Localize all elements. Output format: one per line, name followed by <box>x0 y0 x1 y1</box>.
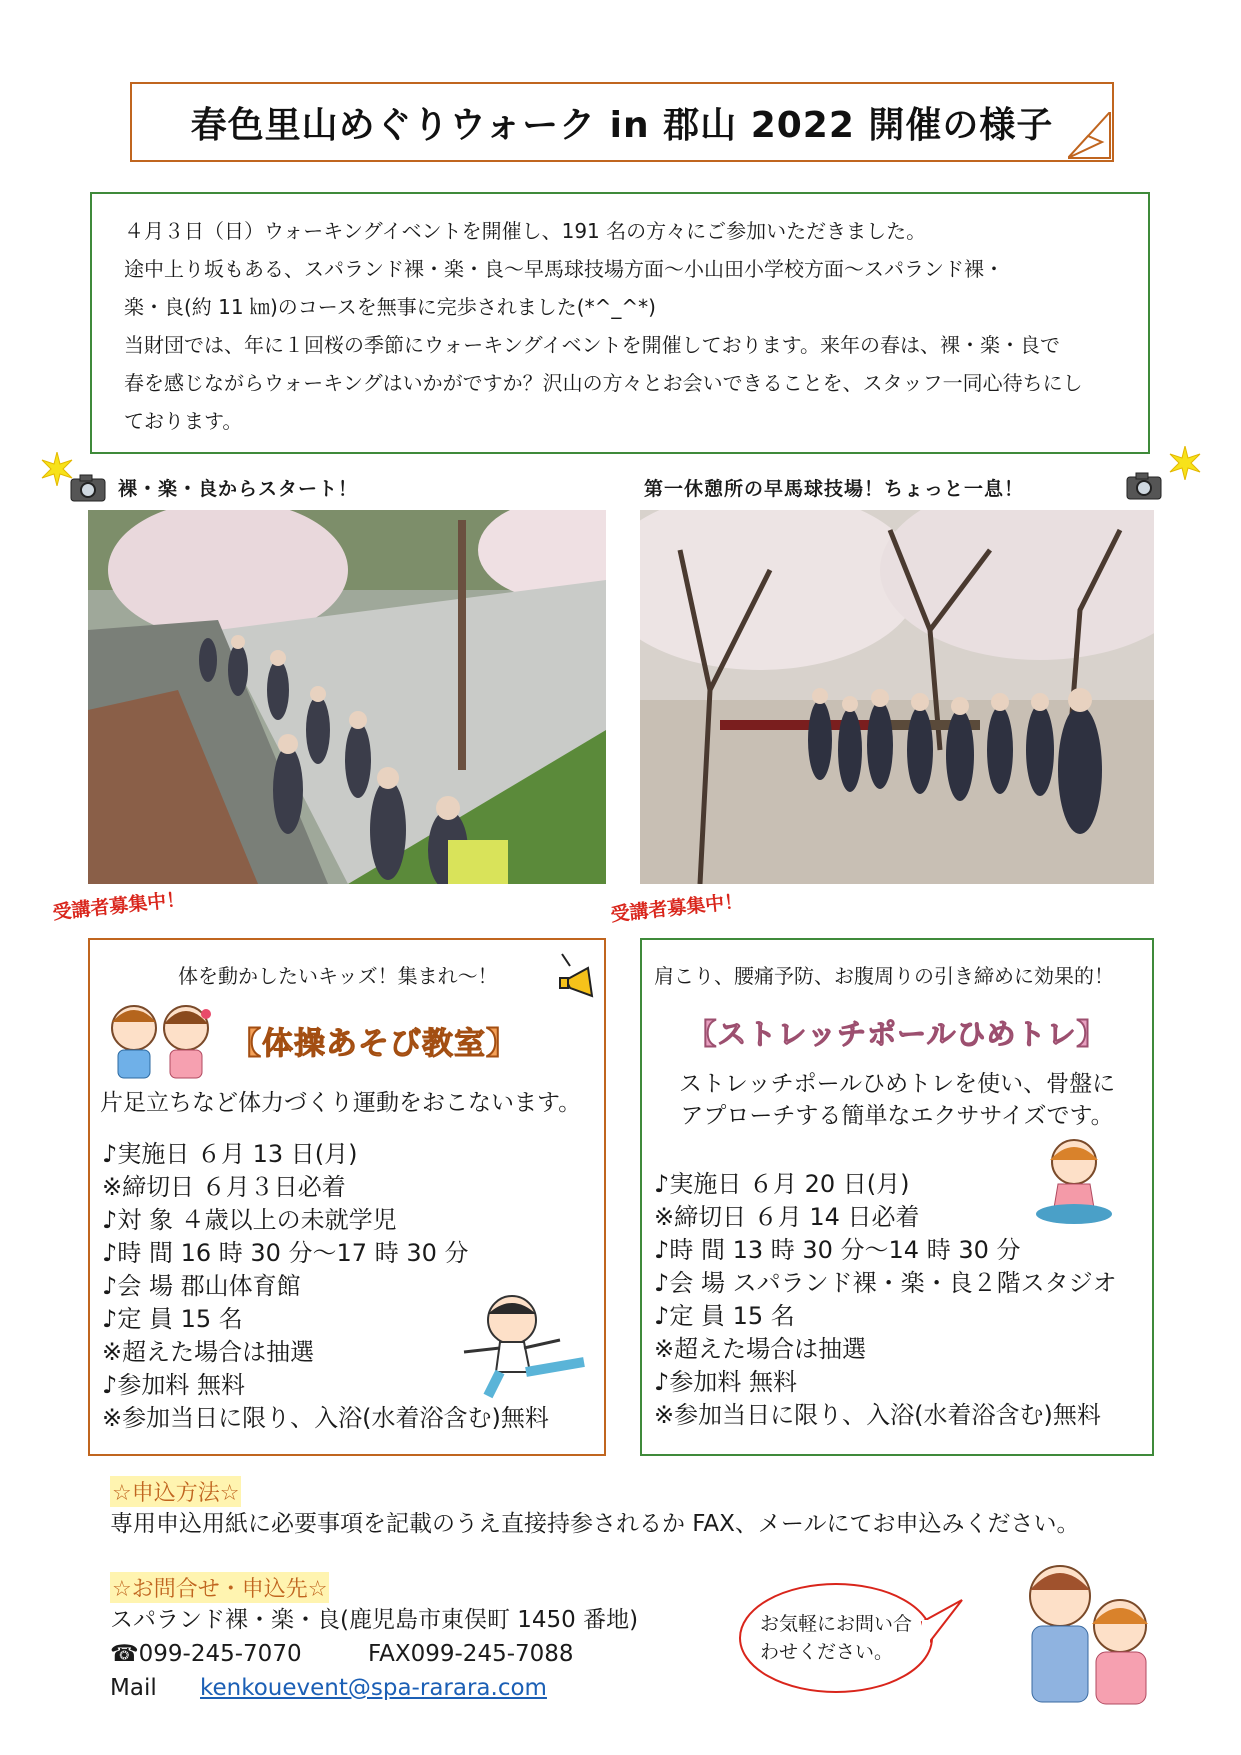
photo-caption-right: 第一休憩所の早馬球技場！ちょっと一息！ <box>644 478 1025 500</box>
class-description <box>642 1068 1152 1132</box>
detail-line: ♪定 員 15 名 <box>102 1305 243 1333</box>
page-fold-decoration <box>1068 112 1112 160</box>
detail-line: ♪実施日 ６月 13 日(月) <box>102 1140 358 1168</box>
contact-tel: ☎099-245-7070 <box>110 1641 302 1667</box>
detail-line: ♪参加料 無料 <box>102 1371 245 1399</box>
intro-line: 途中上り坂もある、スパランド裸・楽・良～早馬球技場方面～小山田小学校方面～スパランド裸・ <box>124 257 1004 281</box>
sparkle-icon <box>1168 446 1202 480</box>
intro-line: 当財団では、年に１回桜の季節にウォーキングイベントを開催しております。来年の春は、裸・楽・良で <box>124 333 1060 357</box>
staff-illustration <box>1008 1556 1158 1706</box>
apply-heading: ☆申込方法☆ <box>110 1476 241 1507</box>
contact-address: スパランド裸・楽・良(鹿児島市東俣町 1450 番地) <box>110 1607 639 1633</box>
detail-line: ♪時 間 13 時 30 分～14 時 30 分 <box>654 1236 1021 1264</box>
page-title: 春色里山めぐりウォーク in 郡山 2022 開催の様子 <box>190 104 1054 146</box>
detail-line: ※締切日 ６月３日必着 <box>102 1173 346 1201</box>
recruit-label-right: 受講者募集中！ <box>609 890 745 927</box>
bubble-line: わせください。 <box>760 1641 894 1663</box>
mail-link[interactable] <box>200 1672 547 1705</box>
mail-address[interactable]: kenkouevent@spa-rarara.com <box>200 1675 547 1701</box>
class-details <box>654 1168 1117 1432</box>
class-box-gymnastics <box>88 938 606 1456</box>
class-tagline: 体を動かしたいキッズ！集まれ～！ <box>178 964 498 988</box>
class-title: 【体操あそび教室】 <box>230 1026 518 1062</box>
intro-box <box>90 192 1150 454</box>
detail-line: ♪時 間 16 時 30 分～17 時 30 分 <box>102 1239 469 1267</box>
photo-walk-start <box>88 510 606 884</box>
description-line: ストレッチポールひめトレを使い、骨盤に <box>678 1071 1116 1097</box>
detail-line: ※参加当日に限り、入浴(水着浴含む)無料 <box>102 1404 549 1432</box>
detail-line: ♪対 象 ４歳以上の未就学児 <box>102 1206 397 1234</box>
class-box-stretch <box>640 938 1154 1456</box>
detail-line: ※超えた場合は抽選 <box>102 1338 315 1366</box>
detail-line: ※参加当日に限り、入浴(水着浴含む)無料 <box>654 1401 1101 1429</box>
detail-line: ♪会 場 スパランド裸・楽・良２階スタジオ <box>654 1269 1117 1297</box>
detail-line: ♪定 員 15 名 <box>654 1302 795 1330</box>
intro-line: ４月３日（日）ウォーキングイベントを開催し、191 名の方々にご参加いただきました。 <box>124 219 927 243</box>
detail-line: ♪実施日 ６月 20 日(月) <box>654 1170 910 1198</box>
detail-line: ※超えた場合は抽選 <box>654 1335 867 1363</box>
description-line: アプローチする簡単なエクササイズです。 <box>680 1103 1114 1129</box>
class-title: 【ストレッチポールひめトレ】 <box>687 1017 1107 1051</box>
kids-illustration <box>104 998 220 1080</box>
speech-bubble-text <box>760 1610 912 1666</box>
contact-fax: FAX099-245-7088 <box>368 1641 574 1667</box>
recruit-label-left: 受講者募集中！ <box>51 888 187 925</box>
title-banner <box>130 82 1114 162</box>
detail-line: ※締切日 ６月 14 日必着 <box>654 1203 920 1231</box>
exercising-child-illustration <box>460 1292 590 1402</box>
intro-line: 楽・良(約 11 ㎞)のコースを無事に完歩されました(*^_^*) <box>124 295 656 319</box>
bubble-line: お気軽にお問い合 <box>760 1613 913 1635</box>
sparkle-icon <box>40 452 74 486</box>
camera-icon <box>70 474 106 502</box>
class-tagline: 肩こり、腰痛予防、お腹周りの引き締めに効果的！ <box>654 964 1114 988</box>
photo-caption-left: 裸・楽・良からスタート！ <box>118 478 359 500</box>
photo-rest-area <box>640 510 1154 884</box>
intro-line: ております。 <box>124 409 243 433</box>
detail-line: ♪会 場 郡山体育館 <box>102 1272 301 1300</box>
apply-text: 専用申込用紙に必要事項を記載のうえ直接持参されるか FAX、メールにてお申込みください。 <box>110 1511 1080 1537</box>
class-description: 片足立ちなど体力づくり運動をおこないます。 <box>100 1090 582 1116</box>
intro-line: 春を感じながらウォーキングはいかがですか？沢山の方々とお会いできることを、スタッフ一同心待ちにし <box>124 371 1083 395</box>
detail-line: ♪参加料 無料 <box>654 1368 797 1396</box>
contact-heading: ☆お問合せ・申込先☆ <box>110 1572 329 1603</box>
megaphone-icon <box>552 950 604 1002</box>
mail-label: Mail <box>110 1675 157 1701</box>
camera-icon <box>1126 472 1162 500</box>
